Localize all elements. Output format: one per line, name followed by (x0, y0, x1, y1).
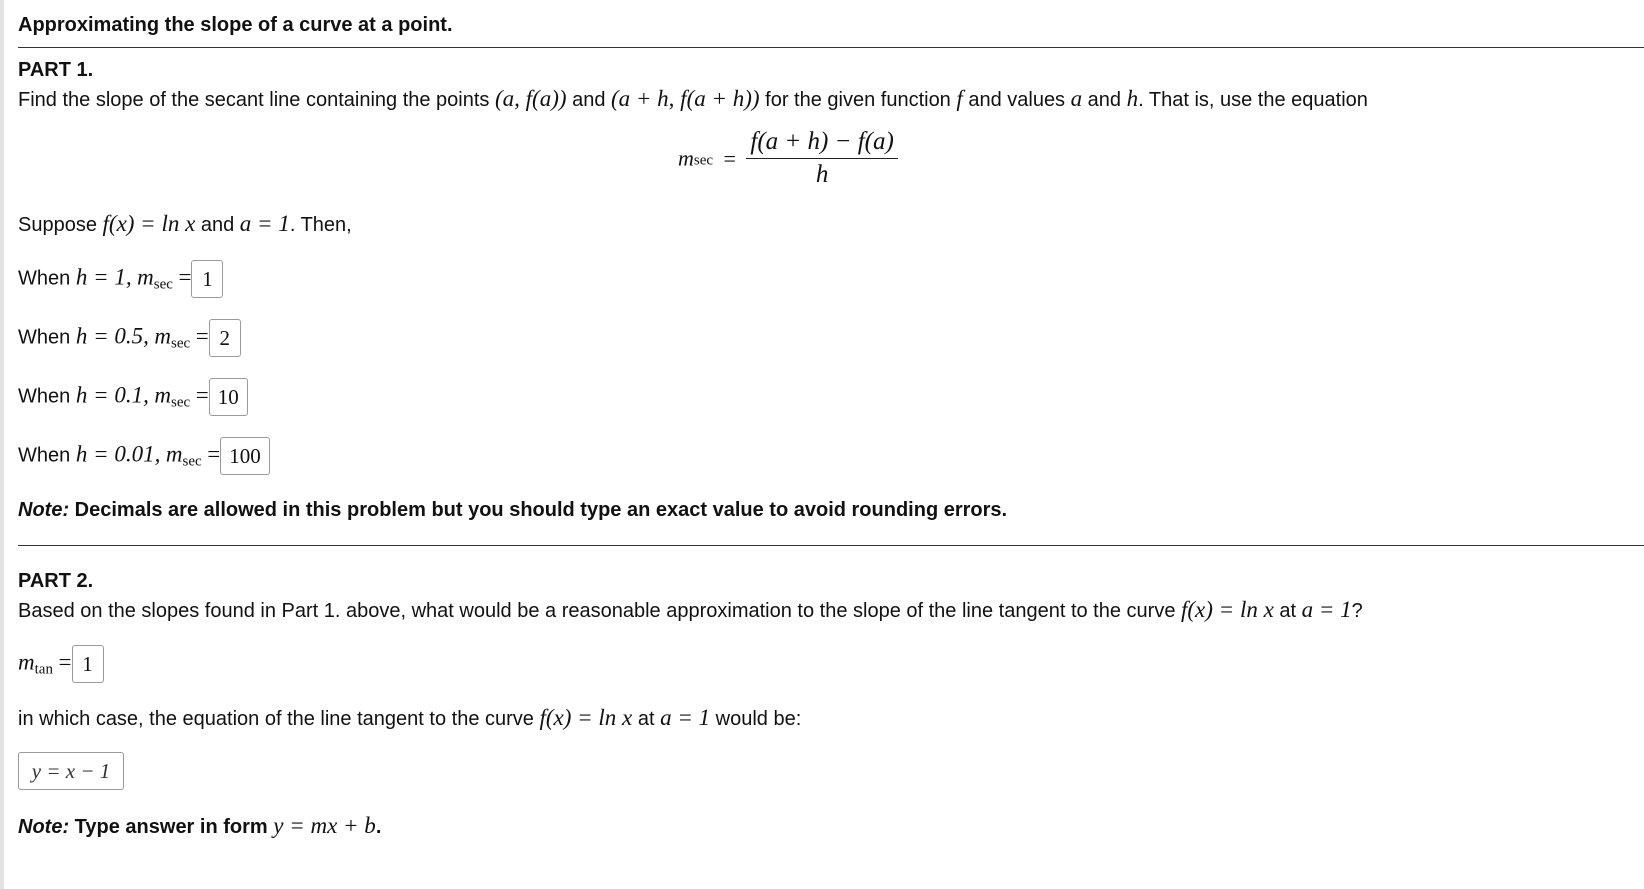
suppose-then: . Then, (289, 214, 352, 236)
tangent-case-line (18, 705, 801, 731)
m-equals: = (207, 441, 221, 467)
suppose-and: and (195, 214, 240, 236)
question-mark: ? (1351, 600, 1363, 622)
suppose-line (18, 211, 352, 237)
note-end: . (375, 816, 382, 838)
function-f: f (956, 86, 963, 111)
secant-row-2 (18, 319, 241, 357)
answer-tangent-equation[interactable]: y = x − 1 (18, 752, 124, 790)
intro-and-2: and (1082, 89, 1127, 111)
secant-row-4 (18, 437, 270, 475)
point-a-plus-h: (a + h, f(a + h)) (611, 86, 760, 111)
case-at: at (632, 708, 661, 730)
case-text: in which case, the equation of the line tangent to the curve (18, 708, 540, 730)
row-h-value: h = 0.01, (75, 441, 161, 467)
note-form: y = mx + b (273, 813, 376, 838)
case-function: f(x) = ln x (539, 705, 633, 730)
m-sub: sec (171, 394, 191, 411)
note-text: Decimals are allowed in this problem but you should type an exact value to avoid rounding errors. (69, 499, 1008, 521)
mtan-sub: tan (34, 661, 53, 678)
case-end: would be: (710, 708, 802, 730)
mtan-equals: = (58, 649, 72, 675)
secant-formula (678, 128, 898, 189)
intro-text-c: and values (962, 89, 1071, 111)
answer-m-tan[interactable]: 1 (72, 645, 104, 683)
m-sub: sec (182, 453, 202, 470)
m-sub: sec (153, 276, 173, 293)
secant-row-1 (18, 260, 223, 298)
m-equals: = (195, 323, 209, 349)
suppose-a-value: a = 1 (239, 211, 290, 236)
suppose-text: Suppose (18, 214, 103, 236)
row-prefix: When (18, 385, 76, 408)
tangent-slope-row (18, 645, 104, 683)
row-prefix: When (18, 444, 76, 467)
formula-m: m (678, 145, 694, 171)
tangent-equation-row (18, 752, 124, 790)
formula-equals: = (723, 145, 736, 171)
row-h-value: h = 1, (75, 264, 132, 290)
row-prefix: When (18, 326, 76, 349)
part-divider (18, 545, 1644, 546)
question-text: Based on the slopes found in Part 1. above, what would be a reasonable approximation to the slope of the line tangent to the curve (18, 600, 1181, 622)
note-label: Note: (18, 499, 70, 521)
secant-row-3 (18, 378, 248, 416)
part2-note (18, 813, 381, 839)
part1-label: PART 1. (18, 59, 94, 81)
suppose-function: f(x) = ln x (102, 211, 196, 236)
m-label: m (137, 264, 154, 290)
intro-text-d: . That is, use the equation (1138, 89, 1368, 111)
answer-h-0-01[interactable]: 100 (220, 437, 270, 475)
part1-intro-text: Find the slope of the secant line containing the points (18, 89, 495, 111)
m-equals: = (195, 382, 209, 408)
part2-label: PART 2. (18, 570, 94, 592)
point-a: (a, f(a)) (494, 86, 567, 111)
title-divider (18, 47, 1644, 48)
answer-h-0-5[interactable]: 2 (209, 319, 241, 357)
part2-question (18, 597, 1363, 623)
m-equals: = (178, 264, 192, 290)
part1-note (18, 499, 1007, 522)
question-at: at (1273, 600, 1302, 622)
formula-denominator: h (815, 161, 829, 188)
value-a: a (1070, 86, 1083, 111)
m-label: m (154, 382, 172, 408)
formula-sub: sec (693, 152, 714, 169)
mtan-label: m (18, 649, 35, 675)
note-label: Note: (18, 816, 70, 838)
m-sub: sec (171, 335, 191, 352)
note-text: Type answer in form (69, 816, 274, 838)
question-function: f(x) = ln x (1181, 597, 1274, 622)
formula-fraction (746, 128, 897, 189)
formula-numerator: f(a + h) − f(a) (746, 128, 897, 159)
problem-title: Approximating the slope of a curve at a point. (18, 14, 453, 36)
m-label: m (165, 441, 183, 467)
answer-h-0-1[interactable]: 10 (209, 378, 248, 416)
part1-intro (18, 86, 1368, 112)
row-prefix: When (18, 267, 76, 290)
intro-and: and (566, 89, 611, 111)
row-h-value: h = 0.5, (75, 323, 149, 349)
intro-text-b: for the given function (759, 89, 957, 111)
m-label: m (154, 323, 172, 349)
answer-h-1[interactable]: 1 (191, 260, 223, 298)
case-a-value: a = 1 (660, 705, 711, 730)
question-a-value: a = 1 (1301, 597, 1352, 622)
row-h-value: h = 0.1, (75, 382, 149, 408)
value-h: h (1126, 86, 1139, 111)
